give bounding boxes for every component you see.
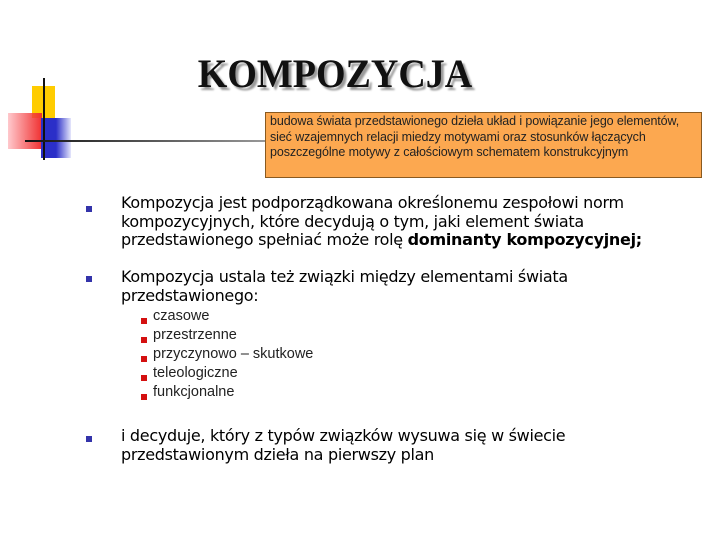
bullet-text-2: Kompozycja ustala też związki między elementami świata przedstawionego: (121, 267, 568, 305)
decor-horizontal-line (25, 140, 267, 142)
sub-item: czasowe (153, 308, 210, 324)
slide-title: KOMPOZYCJA (197, 51, 473, 96)
bullet-icon (86, 276, 92, 282)
bullet-text-1 (121, 194, 701, 250)
sub-bullet-icon (141, 394, 147, 400)
sub-item: przestrzenne (153, 327, 237, 343)
sub-item: przyczynowo – skutkowe (153, 346, 314, 362)
decor-red-square (8, 113, 42, 149)
sub-bullet-icon (141, 375, 147, 381)
sub-bullet-icon (141, 356, 147, 362)
sub-item: funkcjonalne (153, 384, 235, 400)
sub-bullet-icon (141, 337, 147, 343)
bullet-text-3: i decyduje, który z typów związków wysuwa się w świecie przedstawionym dzieła na pierwszy plan (121, 426, 566, 464)
bullet-text: Kompozycja jest podporządkowana określonemu zespołowi norm kompozycyjnych, które decydują o tym, jaki element świata przedstawionego spełniać może rolę (121, 193, 624, 249)
definition-box: budowa świata przedstawionego dzieła układ i powiązanie jego elementów, sieć wzajemnych relacji miedzy motywami oraz stosunków łączących poszczególne motywy z całościowym schematem konstrukcyjnym (265, 112, 702, 178)
sub-bullet-icon (141, 318, 147, 324)
bullet-icon (86, 206, 92, 212)
decor-blue-square (41, 118, 71, 158)
bullet-icon (86, 436, 92, 442)
sub-item: teleologiczne (153, 365, 238, 381)
bold-term: dominanty kompozycyjnej; (407, 230, 642, 249)
